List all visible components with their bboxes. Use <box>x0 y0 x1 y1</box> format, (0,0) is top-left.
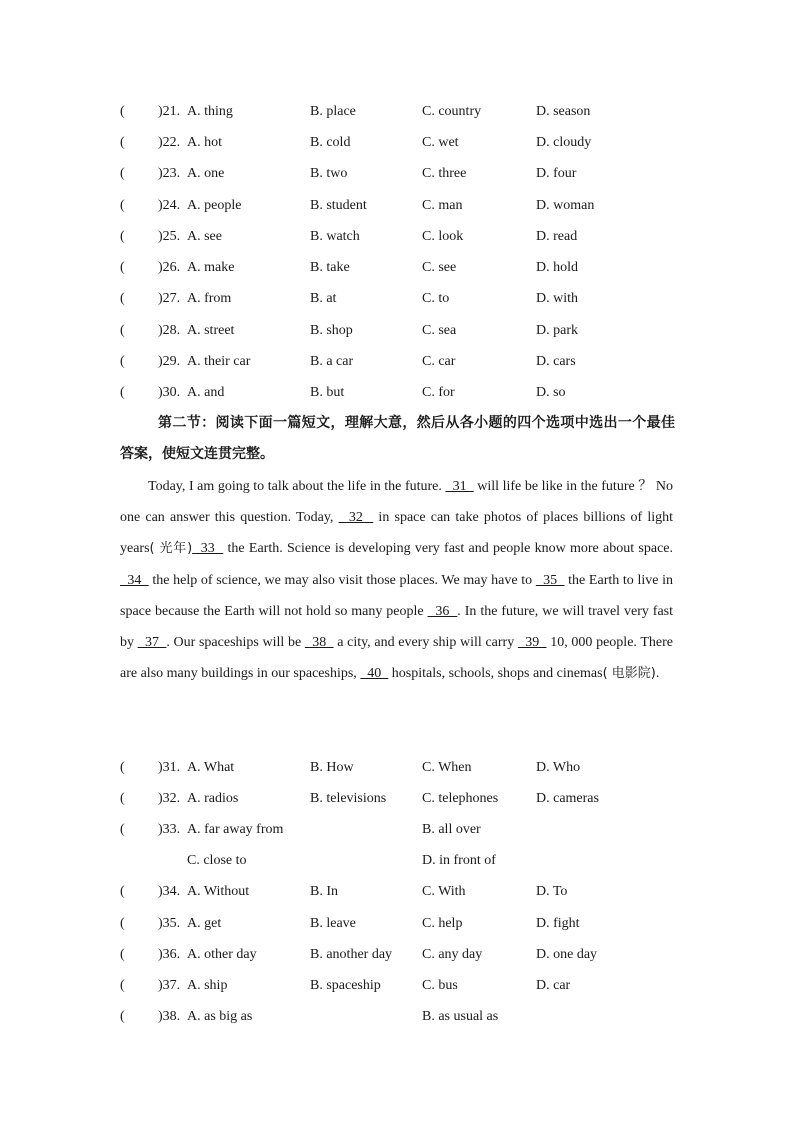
option-d: D. four <box>536 166 577 181</box>
blank-38: 38 <box>304 635 334 651</box>
option-c: C. help <box>422 916 463 931</box>
question-number: )32. <box>158 791 181 806</box>
option-c: C. see <box>422 260 457 275</box>
option-b: B. two <box>310 166 348 181</box>
question-number: )29. <box>158 354 181 369</box>
passage-text: hospitals, schools, shops and cinemas <box>388 666 603 682</box>
passage-text: a city, and every ship will carry <box>333 635 518 651</box>
answer-paren: ( <box>120 260 125 275</box>
option-d: D. season <box>536 104 591 119</box>
option-c: C. for <box>422 385 455 400</box>
answer-paren: ( <box>120 291 125 306</box>
blank-32: 32 <box>338 510 374 526</box>
option-c: C. wet <box>422 135 459 150</box>
answer-paren: ( <box>120 947 125 962</box>
option-a: A. Without <box>187 884 250 899</box>
option-b: B. all over <box>422 822 481 837</box>
answer-paren: ( <box>120 791 125 806</box>
option-c: C. country <box>422 104 482 119</box>
option-a: A. thing <box>187 104 233 119</box>
question-number: )35. <box>158 916 181 931</box>
option-c: C. car <box>422 354 456 369</box>
option-d: D. cars <box>536 354 576 369</box>
gloss-text: ( 电影院) <box>602 666 656 682</box>
option-a: A. What <box>187 760 235 775</box>
option-b: B. How <box>310 760 354 775</box>
option-c: C. telephones <box>422 791 499 806</box>
question-number: )36. <box>158 947 181 962</box>
option-d: D. woman <box>536 198 595 213</box>
passage-text: will life be like in the future ？ No one can answer this question. Today, <box>120 479 673 526</box>
option-a: A. their car <box>187 354 251 369</box>
reading-passage <box>120 471 673 689</box>
answer-paren: ( <box>120 385 125 400</box>
option-b: B. but <box>310 385 345 400</box>
option-c: C. man <box>422 198 463 213</box>
option-c: C. sea <box>422 323 457 338</box>
blank-35: 35 <box>535 572 565 588</box>
answer-paren: ( <box>120 229 125 244</box>
option-a: A. radios <box>187 791 239 806</box>
question-number: )23. <box>158 166 181 181</box>
option-a: A. other day <box>187 947 257 962</box>
option-b: B. spaceship <box>310 978 381 993</box>
answer-paren: ( <box>120 760 125 775</box>
answer-paren: ( <box>120 323 125 338</box>
answer-paren: ( <box>120 354 125 369</box>
question-number: )38. <box>158 1009 181 1024</box>
blank-31: 31 <box>445 479 474 494</box>
question-number: )21. <box>158 104 181 119</box>
option-b: B. as usual as <box>422 1009 499 1024</box>
answer-paren: ( <box>120 916 125 931</box>
gloss-text: ( 光年) <box>149 541 193 557</box>
blank-40: 40 <box>360 666 389 682</box>
option-c: C. any day <box>422 947 483 962</box>
blank-39: 39 <box>517 635 547 651</box>
option-a: A. people <box>187 198 242 213</box>
option-d: D. hold <box>536 260 578 275</box>
question-number: )30. <box>158 385 181 400</box>
passage-text: Today, I am going to talk about the life in the future. <box>148 479 446 494</box>
answer-paren: ( <box>120 135 125 150</box>
option-d: D. Who <box>536 760 581 775</box>
question-number: )28. <box>158 323 181 338</box>
passage-text: 10, 000 people. There are also many buildings in our spaceships, <box>120 635 673 682</box>
option-d: D. car <box>536 978 571 993</box>
question-number: )31. <box>158 760 181 775</box>
option-d: D. read <box>536 229 578 244</box>
option-a: A. as big as <box>187 1009 253 1024</box>
option-d: D. one day <box>536 947 598 962</box>
option-a: A. and <box>187 385 225 400</box>
option-d: D. cloudy <box>536 135 592 150</box>
question-number: )25. <box>158 229 181 244</box>
option-c: C. three <box>422 166 467 181</box>
option-c: C. When <box>422 760 472 775</box>
question-number: )34. <box>158 884 181 899</box>
option-a: A. see <box>187 229 222 244</box>
option-b: B. take <box>310 260 350 275</box>
passage-text: . In the future, we will travel very fast by <box>120 603 674 651</box>
option-b: B. televisions <box>310 791 387 806</box>
option-a: A. ship <box>187 978 228 993</box>
option-b: B. leave <box>310 916 356 931</box>
section-heading: 第二节：阅读下面一篇短文，理解大意，然后从各小题的四个选项中选出一个最佳答案，使短文连贯完整。 <box>120 415 675 462</box>
question-number: )33. <box>158 822 181 837</box>
option-a: A. hot <box>187 135 222 150</box>
option-c: C. close to <box>187 853 247 868</box>
option-b: B. watch <box>310 229 360 244</box>
option-d: D. cameras <box>536 791 599 806</box>
option-a: A. from <box>187 291 232 306</box>
answer-paren: ( <box>120 1009 125 1024</box>
passage-text: the Earth to live in space because the Earth will not hold so many people <box>120 572 674 619</box>
option-b: B. shop <box>310 323 353 338</box>
option-a: A. make <box>187 260 235 275</box>
passage-text: . Our spaceships will be <box>166 635 305 651</box>
blank-34: 34 <box>120 572 149 588</box>
option-a: A. far away from <box>187 822 284 837</box>
option-b: B. place <box>310 104 356 119</box>
passage-text: the help of science, we may also visit those places. We may have to <box>148 572 536 588</box>
option-a: A. street <box>187 323 235 338</box>
passage-text: . <box>655 666 660 682</box>
option-d: D. fight <box>536 916 580 931</box>
option-a: A. one <box>187 166 225 181</box>
answer-paren: ( <box>120 822 125 837</box>
question-number: )37. <box>158 978 181 993</box>
question-number: )22. <box>158 135 181 150</box>
answer-paren: ( <box>120 198 125 213</box>
option-c: C. look <box>422 229 464 244</box>
question-number: )26. <box>158 260 181 275</box>
answer-paren: ( <box>120 166 125 181</box>
answer-paren: ( <box>120 978 125 993</box>
option-a: A. get <box>187 916 222 931</box>
answer-paren: ( <box>120 104 125 119</box>
option-d: D. with <box>536 291 578 306</box>
option-d: D. in front of <box>422 853 496 868</box>
option-c: C. With <box>422 884 466 899</box>
option-b: B. cold <box>310 135 351 150</box>
option-b: B. another day <box>310 947 393 962</box>
option-b: B. student <box>310 198 367 213</box>
passage-text: the Earth. Science is developing very fast and people know more about space. <box>223 541 674 557</box>
option-c: C. to <box>422 291 450 306</box>
blank-37: 37 <box>137 635 167 651</box>
option-b: B. a car <box>310 354 354 369</box>
option-c: C. bus <box>422 978 458 993</box>
question-number: )27. <box>158 291 181 306</box>
question-number: )24. <box>158 198 181 213</box>
option-d: D. park <box>536 323 578 338</box>
answer-paren: ( <box>120 884 125 899</box>
blank-36: 36 <box>427 603 458 619</box>
option-d: D. so <box>536 385 566 400</box>
option-d: D. To <box>536 884 568 899</box>
blank-33: 33 <box>192 541 224 557</box>
option-b: B. In <box>310 884 338 899</box>
option-b: B. at <box>310 291 337 306</box>
passage-text: in space can take photos of places billions of light years <box>120 510 673 557</box>
